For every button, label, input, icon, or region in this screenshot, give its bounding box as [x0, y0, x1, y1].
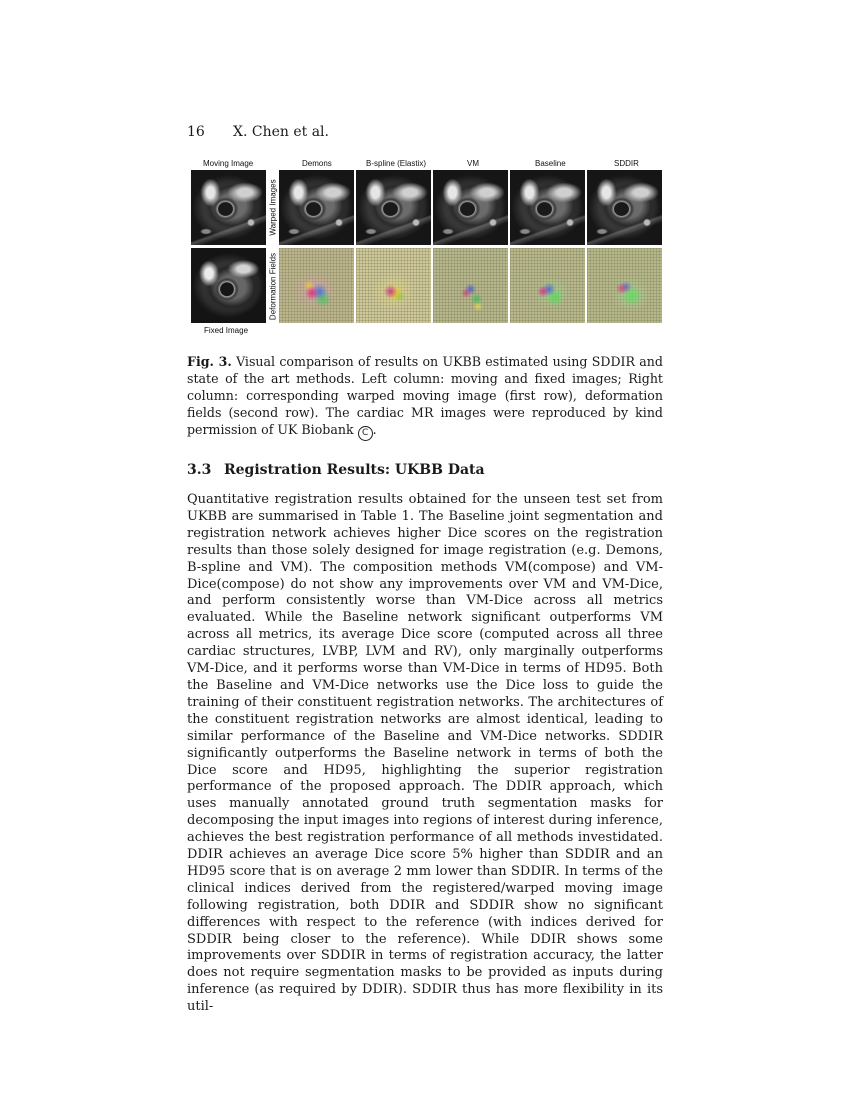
- col-label-vm: VM: [467, 159, 479, 168]
- page-number: 16: [187, 124, 205, 140]
- deformation-field-sddir: [587, 248, 662, 323]
- col-label-bspline: B-spline (Elastix): [366, 159, 427, 168]
- deformation-field-vm: [433, 248, 508, 323]
- warped-image-demons: [279, 170, 354, 245]
- figure-caption: [187, 353, 663, 441]
- warped-image-bspline: [356, 170, 431, 245]
- running-authors: X. Chen et al.: [233, 124, 329, 140]
- running-header: [187, 124, 329, 140]
- warped-image-sddir: [587, 170, 662, 245]
- col-label-baseline: Baseline: [535, 159, 566, 168]
- row-label-deformation-fields: Deformation Fields: [268, 252, 278, 321]
- deformation-field-bspline: [356, 248, 431, 323]
- figure-3: [190, 158, 665, 343]
- col-label-demons: Demons: [302, 159, 332, 168]
- fixed-image-label: Fixed Image: [204, 326, 249, 335]
- col-label-moving-image: Moving Image: [203, 159, 254, 168]
- warped-image-baseline: [510, 170, 585, 245]
- col-label-sddir: SDDIR: [614, 159, 639, 168]
- caption-text: Visual comparison of results on UKBB estimated using SDDIR and state of the art methods. Left column: moving and fixed images; Right column: corresponding warped moving image (first row), deformation fields (second row). The cardiac MR images were reproduced by kind permission of UK Biobank: [187, 354, 663, 437]
- section-heading: [187, 462, 485, 478]
- moving-image: [191, 170, 266, 245]
- caption-end: .: [372, 422, 377, 437]
- deformation-field-baseline: [510, 248, 585, 323]
- deformation-field-demons: [279, 248, 354, 323]
- caption-label: Fig. 3.: [187, 354, 232, 369]
- body-paragraph: Quantitative registration results obtained for the unseen test set from UKBB are summarised in Table 1. The Baseline joint segmentation and registration network achieves higher Dice scores on the registration results than those solely designed for image registration (e.g. Demons, B-spline and VM). The composition methods VM(compose) and VM-Dice(compose) do not show any improvements over VM and VM-Dice, and perform consistently worse than VM-Dice across all metrics evaluated. While the Baseline network significant outperforms VM across all metrics, its average Dice score (computed across all three cardiac structures, LVBP, LVM and RV), only marginally outperforms VM-Dice, and it performs worse than VM-Dice in terms of HD95. Both the Baseline and VM-Dice networks use the Dice loss to guide the training of their constituent registration networks. The architectures of the constituent registration networks are almost identical, leading to similar performance of the Baseline and VM-Dice networks. SDDIR significantly outperforms the Baseline network in terms of both the Dice score and HD95, highlighting the superior registration performance of the proposed approach. The DDIR approach, which uses manually annotated ground truth segmentation masks for decomposing the input images into regions of interest during inference, achieves the best registration performance of all methods investidated. DDIR achieves an average Dice score 5% higher than SDDIR and an HD95 score that is on average 2 mm lower than SDDIR. In terms of the clinical indices derived from the registered/warped moving image following registration, both DDIR and SDDIR show no significant differences with respect to the reference (with indices derived for SDDIR being closer to the reference). While DDIR shows some improvements over SDDIR in terms of registration accuracy, the latter does not require segmentation masks to be provided as inputs during inference (as required by DDIR). SDDIR thus has more flexibility in its util-: [187, 492, 663, 1015]
- row-label-warped-images: Warped Images: [268, 179, 278, 236]
- copyright-icon: C: [358, 426, 373, 441]
- section-number: 3.3: [187, 462, 212, 478]
- warped-image-vm: [433, 170, 508, 245]
- section-title: Registration Results: UKBB Data: [224, 462, 485, 478]
- fixed-image: [191, 248, 266, 323]
